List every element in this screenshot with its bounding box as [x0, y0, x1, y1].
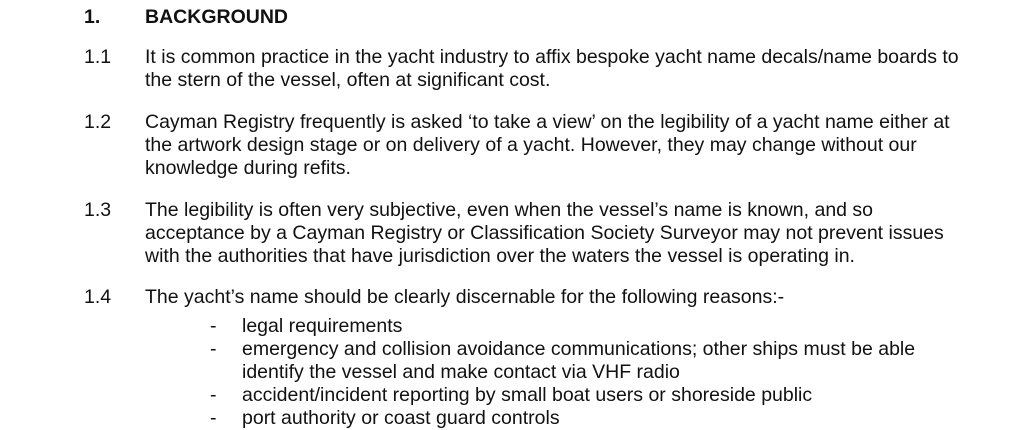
bullet-dash: -: [210, 315, 217, 337]
paragraph-1-2: [84, 111, 964, 180]
list-item: [210, 315, 970, 338]
list-item-text: port authority or coast guard controls: [242, 407, 560, 429]
paragraph-text: It is common practice in the yacht industry to affix bespoke yacht name decals/name boards to the stern of the vessel, often at significant cost.: [145, 46, 959, 91]
paragraph-number: 1.3: [84, 199, 112, 221]
list-item: [210, 338, 970, 384]
bullet-dash: -: [210, 384, 217, 406]
paragraph-1-4: [84, 286, 964, 309]
paragraph-text: Cayman Registry frequently is asked ‘to take a view’ on the legibility of a yacht name either at the artwork design stage or on delivery of a yacht. However, they may change without our knowledge during refits.: [145, 111, 950, 179]
list-item-text: accident/incident reporting by small boat users or shoreside public: [242, 384, 813, 406]
section-title: BACKGROUND: [145, 6, 288, 28]
bullet-dash: -: [210, 407, 217, 429]
paragraph-1-3: [84, 199, 964, 268]
paragraph-1-1: [84, 46, 964, 92]
list-item-text: emergency and collision avoidance communications; other ships must be able identify the vessel and make contact via VHF radio: [242, 338, 916, 383]
bullet-dash: -: [210, 338, 217, 360]
paragraph-text: The legibility is often very subjective, even when the vessel’s name is known, and so acceptance by a Cayman Registry or Classification Society Surveyor may not prevent issues with the authorities that have jurisdiction over the waters the vessel is operating in.: [145, 199, 944, 267]
paragraph-number: 1.1: [84, 46, 112, 68]
section-number: 1.: [84, 6, 101, 28]
list-item: [210, 407, 970, 430]
reasons-list: [210, 315, 970, 430]
paragraph-text: The yacht’s name should be clearly discernable for the following reasons:-: [145, 286, 785, 308]
paragraph-number: 1.2: [84, 111, 112, 133]
list-item: [210, 384, 970, 407]
list-item-text: legal requirements: [242, 315, 403, 337]
paragraph-number: 1.4: [84, 286, 112, 308]
